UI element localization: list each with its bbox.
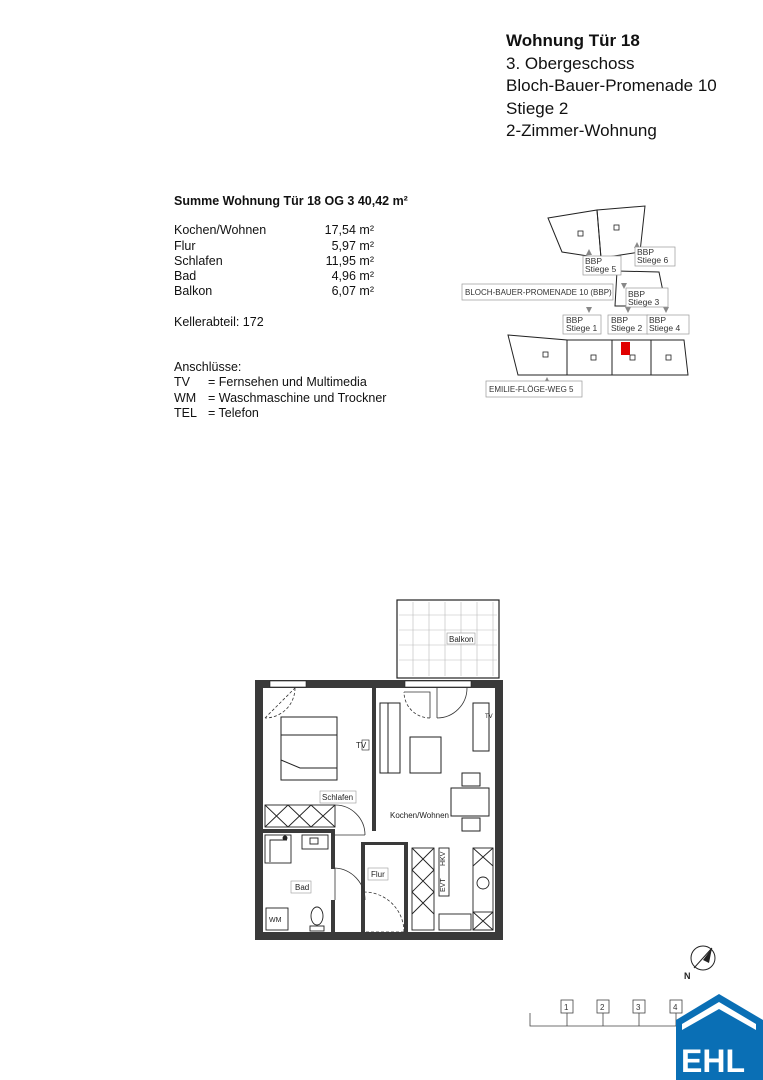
room-area: 5,97 m² [331, 238, 374, 253]
room-name: Balkon [174, 284, 213, 299]
site-label-line2: Stiege 3 [628, 297, 660, 307]
connection-desc: = Fernsehen und Multimedia [208, 375, 367, 390]
logo-text: EHL [681, 1043, 745, 1079]
evt-label: EVT [440, 878, 447, 892]
connection-abbr: TV [174, 375, 190, 390]
svg-text:TV: TV [485, 714, 493, 720]
street-south-label: EMILIE-FLÖGE-WEG 5 [489, 385, 574, 394]
room-name: Bad [174, 269, 197, 284]
room-label-bad: Bad [295, 883, 310, 892]
street-main-label: BLOCH-BAUER-PROMENADE 10 (BBP) [465, 288, 612, 297]
connection-abbr: TEL [174, 405, 197, 420]
connection-abbr: WM [174, 390, 197, 405]
room-label-kochen: Kochen/Wohnen [390, 811, 450, 820]
axis-label: 2 [600, 1003, 605, 1012]
kitchen-counter [412, 848, 493, 930]
axis-label: 3 [636, 1003, 641, 1012]
summary-title: Summe Wohnung Tür 18 OG 3 40,42 m² [174, 194, 408, 208]
site-label-line1: BBP [649, 315, 667, 325]
room-area: 11,95 m² [325, 253, 374, 268]
room-area: 4,96 m² [331, 269, 374, 284]
room-area: 17,54 m² [324, 223, 374, 238]
wm-label: WM [269, 917, 282, 924]
site-label-line1: BBP [611, 315, 629, 325]
room-label-schlafen: Schlafen [322, 793, 354, 802]
apartment-address: Bloch-Bauer-Promenade 10 [506, 76, 717, 95]
wardrobe [265, 805, 335, 827]
exterior-walls [255, 680, 503, 940]
apartment-type: 2-Zimmer-Wohnung [506, 121, 657, 140]
site-label-line1: BBP [637, 247, 655, 257]
axis-scale [530, 1000, 682, 1026]
room-area: 6,07 m² [331, 284, 374, 299]
room-label-flur: Flur [371, 870, 385, 879]
room-name: Flur [174, 238, 196, 253]
connection-desc: = Telefon [208, 405, 259, 420]
site-label-line2: Stiege 6 [637, 255, 669, 265]
site-label-line2: Stiege 2 [611, 323, 643, 333]
ehl-logo [676, 994, 763, 1080]
connection-desc: = Waschmaschine und Trockner [208, 390, 387, 405]
interior-walls [263, 686, 408, 934]
site-label-line1: BBP [585, 256, 603, 266]
room-label-balkon: Balkon [449, 635, 474, 644]
site-label-line1: BBP [566, 315, 584, 325]
balcony [397, 600, 499, 678]
compass [684, 946, 715, 981]
bed [281, 717, 337, 780]
cellar-number: Kellerabteil: 172 [174, 314, 264, 329]
apartment-staircase: Stiege 2 [506, 98, 569, 118]
site-label-line1: BBP [628, 289, 646, 299]
site-label-line2: Stiege 1 [566, 323, 598, 333]
axis-label: 1 [564, 1003, 569, 1012]
compass-north-label: N [684, 971, 691, 981]
site-label-line2: Stiege 5 [585, 264, 617, 274]
apartment-floor: 3. Obergeschoss [506, 53, 635, 73]
site-label-line2: Stiege 4 [649, 323, 681, 333]
connections-title: Anschlüsse: [174, 360, 242, 375]
room-name: Schlafen [174, 253, 223, 268]
svg-text:TV: TV [356, 741, 367, 750]
axis-label: 4 [673, 1003, 678, 1012]
hkv-label: HKV [440, 851, 447, 866]
room-name: Kochen/Wohnen [174, 223, 267, 238]
apartment-title: Wohnung Tür 18 [506, 31, 640, 50]
